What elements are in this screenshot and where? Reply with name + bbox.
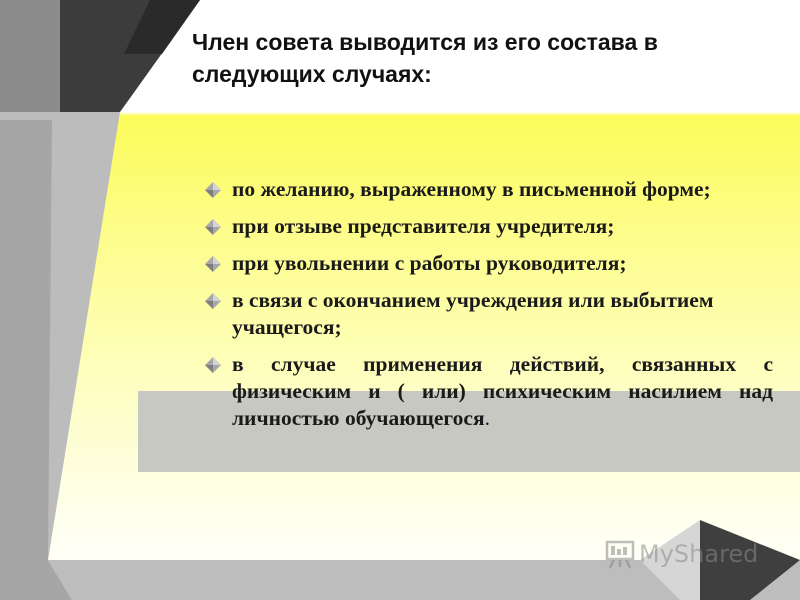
bullet-item (203, 176, 773, 203)
bullet-item (203, 213, 773, 240)
diamond-bullet-icon (205, 182, 221, 198)
bullet-text: по желанию, выраженному в письменной форме; (232, 177, 711, 201)
diamond-bullet-icon (205, 293, 221, 309)
watermark (604, 537, 758, 571)
top-gray-strip (0, 0, 60, 112)
diamond-bullet-icon (205, 357, 221, 373)
bullet-text: при отзыве представителя учредителя; (232, 214, 615, 238)
bullet-text: в случае применения действий, связанных с физическим и ( или) психическим насилием над личностью обучающегося. (232, 352, 773, 430)
bullet-item (203, 287, 773, 341)
diamond-bullet-icon (205, 219, 221, 235)
slide-title: Член совета выводится из его состава в следующих случаях: (192, 29, 658, 87)
bullet-list (203, 176, 773, 442)
presentation-board-icon (604, 538, 636, 570)
bullet-text: при увольнении с работы руководителя; (232, 251, 627, 275)
bullet-item (203, 250, 773, 277)
bullet-item (203, 351, 773, 432)
diamond-bullet-icon (205, 256, 221, 272)
bullet-text: в связи с окончанием учреждения или выбытием учащегося; (232, 288, 714, 339)
watermark-text: MyShared (639, 540, 759, 568)
